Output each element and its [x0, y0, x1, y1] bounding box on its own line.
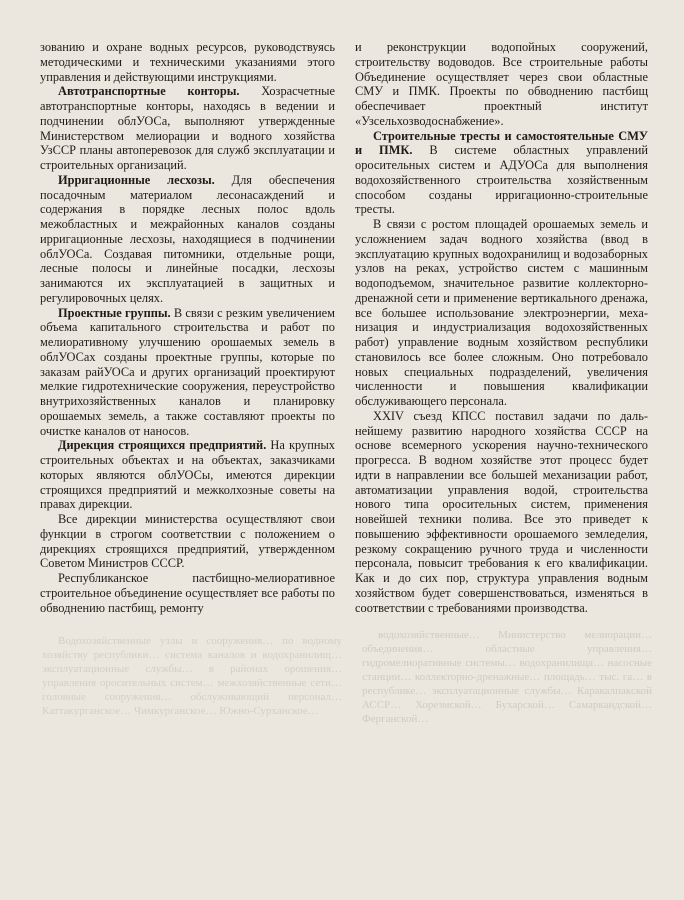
- paragraph: [355, 217, 648, 409]
- paragraph: [40, 173, 335, 306]
- paragraph-text: В связи с резким увеличением объема капитального строительства и работ по мелиоративному улучшению орошаемых земель в облУОСах созданы проектные группы, которые по заказам райУОСа и других организаций проектируют мелкие гидротехнические сооружения, переустройство внутрихозяйственных каналов и планировку орошаемых земель, а также составляют проекты по очистке каналов от наносов.: [40, 305, 335, 438]
- paragraph-text: В системе областных управлений оросительных систем и АДУОСа для выполнения водохозяйственного строительства хозяйственным способом созданы ирригационно-строительные тресты.: [355, 143, 648, 217]
- paragraph-heading: Строительные тресты и самостоятельные СМУ и ПМК.: [355, 128, 648, 158]
- paragraph: [40, 571, 335, 615]
- paragraph: [355, 409, 648, 616]
- paragraph-text: На крупных строительных объектах и на объектах, заказчиками которых являются облУОСы, имеются дирекции строящихся предприятий и межколхозные советы на правах дирекции.: [40, 438, 335, 512]
- paragraph: [40, 306, 335, 439]
- paragraph-heading: Автотранспортные конторы.: [58, 84, 240, 99]
- paragraph: [40, 40, 335, 84]
- left-text-column: [40, 40, 335, 615]
- paragraph: [355, 129, 648, 218]
- paragraph-text: В связи с ростом площадей орошаемых земель и усложнением задач водного хозяйства (ввод в эксплуатацию крупных водохранилищ и водозаборных узлов на реках, устройство систем с машинным водоподъемом, значительное развитие коллекторно-дренажной сети и применение вертикального дренажа, все большее использование электроэнергии, механизация и индустриализация водохозяйственных работ) управление водным хозяйством республики становилось все более сложным. Оно потребовало новых специальных подразделений, увеличения численности и повышения квалификации обслуживающего персонала.: [355, 217, 648, 408]
- paragraph-text: Для обеспечения посадочным материалом лесонасаждений и содержания в порядке лесных полос вдоль межобластных и межрайонных каналов созданы ирригационные лесхозы, находящиеся в подчинении облУОСа. Создавая питомники, отдельные рощи, лесные полосы и линейные посадки, лесхозы занимаются их эксплуатацией в защитных и регулировочных целях.: [40, 172, 335, 305]
- paragraph-heading: Ирригационные лесхозы.: [58, 172, 215, 187]
- paragraph-heading: Дирекция строящихся предприятий.: [58, 438, 267, 453]
- bleed-through-text-right: водохозяйственные… Министерство мелиорации… объединения… областные управления… гидромелиоративные системы… водохранилища… насосные станции… коллекторно-дренажные… площадь… тыс. га… в республике… эксплуатационные службы… Каракалпакской АССР… Хорезмской… Бухарской… Самаркандской… Ферганской…: [362, 629, 652, 725]
- right-text-column: [355, 40, 648, 615]
- paragraph-heading: Проектные группы.: [58, 305, 171, 320]
- paragraph-text: и реконструкции водопойных сооружений, строительству водоводов. Все строительные работы Объединение осуществляет через свои областные СМУ и ПМК. Проекты по обводнению пастбищ обеспечивает проектный институт «Узсельхозводоснабжение».: [355, 40, 648, 128]
- paragraph-text: Все дирекции министерства осуществляют свои функции в строгом соответствии с положением о дирекциях строящихся предприятий, утвержденном Советом Министров СССР.: [40, 512, 335, 571]
- paragraph-text: зованию и охране водных ресурсов, руководствуясь методическими и техническими указаниями этого управления и действующими инструкциями.: [40, 40, 335, 84]
- paragraph: [355, 40, 648, 129]
- paragraph: [40, 438, 335, 512]
- paragraph-text: Республиканское пастбищно-мелиоративное строительное объединение осуществляет все работы по обводнению пастбищ, ремонту: [40, 571, 335, 615]
- bleed-through-text-left: Водохозяйственные узлы и сооружения… по водному хозяйству республики… система каналов и водохранилищ… эксплуатационные службы… в районах орошения… управления оросительных систем… межхозяйственные сети… головные сооружения… обслуживающий персонал… Каттакурганское… Чимкурганское… Южно-Сурханское…: [42, 635, 342, 717]
- paragraph-text: XXIV съезд КПСС поставил задачи по дальнейшему развитию народного хозяйства СССР на основе всемерного ускорения научно-технического прогресса. В водном хозяйстве этот процесс будет идти в направлении все большей механизации работ, автоматизации управления водой, строительства нового типа оросительных систем, применения новейшей техники полива. Все это приведет к повышению эффективности орошаемого земледелия, резкому сокращению ручного труда и численности персонала, повысит требования к его квалификации. Как и до сих пор, структура управления водным хозяйством будет совершенствоваться, изменяться в соответствии с требованиями производства.: [355, 408, 648, 615]
- paragraph: [40, 84, 335, 173]
- paragraph-text: Хозрасчетные автотранспортные конторы, находясь в ведении и подчинении облУОСа, выполняют утвержденные Министерством мелиорации и водного хозяйства УзССР планы автоперевозок для служб эксплуатации и строительных организаций.: [40, 84, 335, 172]
- paragraph: [40, 512, 335, 571]
